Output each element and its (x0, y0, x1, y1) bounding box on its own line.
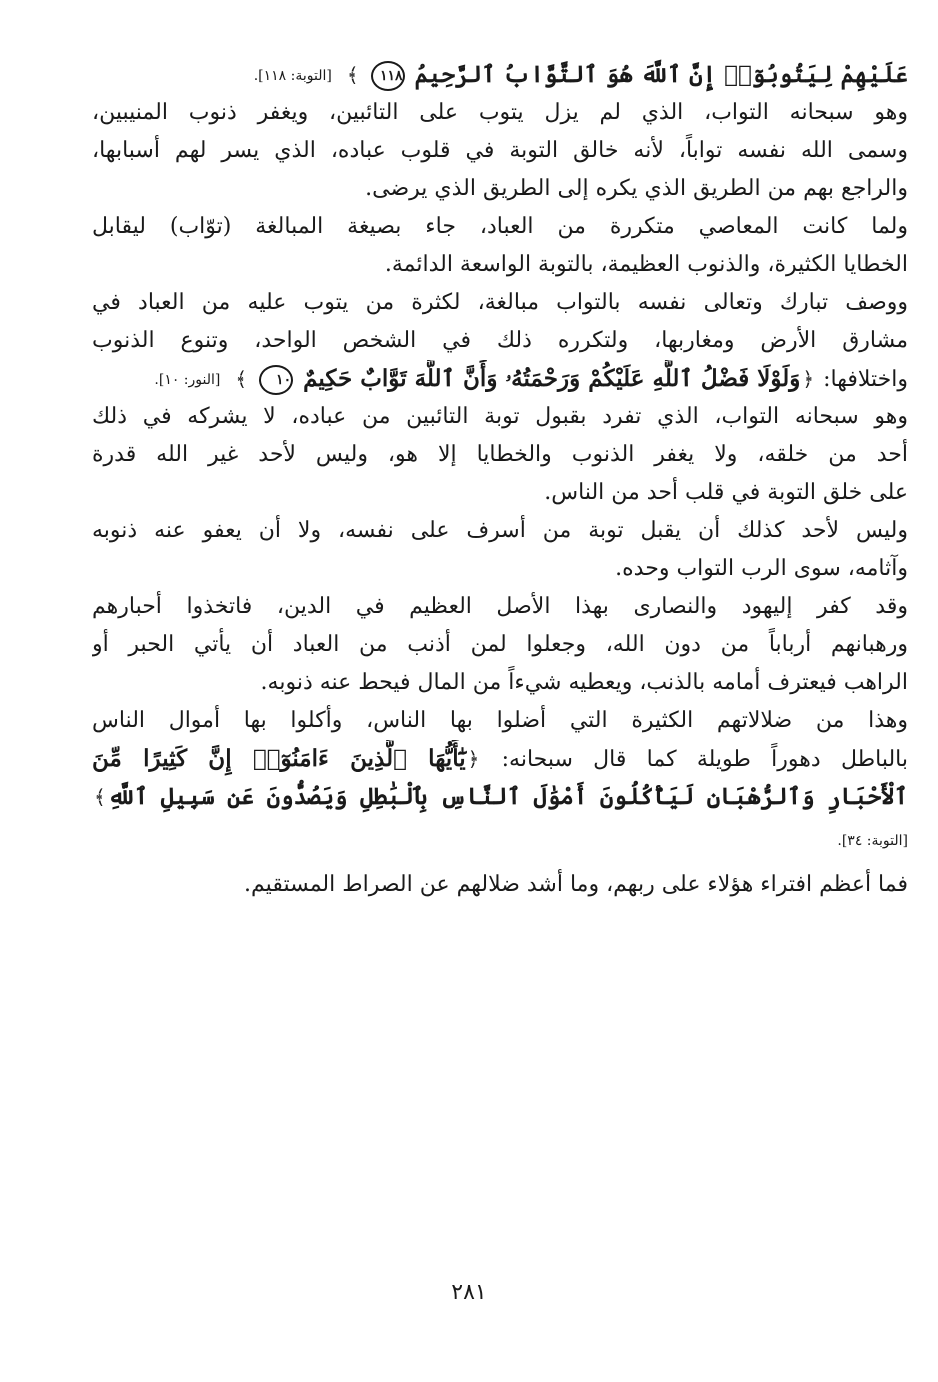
page-number: ٢٨١ (451, 1280, 487, 1305)
paragraph-line: وسمى الله نفسه تواباً، لأنه خالق التوبة في قلوب عباده، الذي يسر لهم أسبابها، (92, 138, 908, 163)
verse-line-nur-10 (92, 360, 908, 398)
ayah-number-badge: ١١٨ (371, 61, 405, 91)
paragraph-line: وقد كفر إليهود والنصارى بهذا الأصل العظيم في الدين، فاتخذوا أحبارهم (92, 594, 908, 619)
paragraph-line: فما أعظم افتراء هؤلاء على ربهم، وما أشد ضلالهم عن الصراط المستقيم. (244, 872, 908, 897)
paragraph-line: ووصف تبارك وتعالى نفسه بالتواب مبالغة، لكثرة من يتوب عليه من العباد في (92, 290, 908, 315)
verse-line-tawbah-34-end (92, 778, 908, 816)
paragraph-line: وهو سبحانه التواب، الذي لم يزل يتوب على التائبين، ويغفر ذنوب المنيبين، (92, 100, 908, 125)
paragraph-line: ورهبانهم أرباباً من دون الله، وجعلوا لمن أذنب من العباد أن يأتي الحبر أو (92, 632, 908, 657)
paragraph-line: وهذا من ضلالاتهم الكثيرة التي أضلوا بها الناس، وأكلوا بها أموال الناس (92, 708, 908, 733)
paragraph-line: الراهب فيعترف أمامه بالذنب، ويعطيه شيءاً من المال فيحط عنه ذنوبه. (260, 670, 908, 695)
page-body (92, 56, 908, 904)
quran-verse: يَٰٓأَيُّهَا ٱلَّذِينَ ءَامَنُوٓا۟ إِنَّ كَثِيرًا مِّنَ (92, 745, 466, 772)
verse-lead-text: بالباطل دهوراً طويلة كما قال سبحانه: (501, 747, 908, 772)
paragraph-line: أحد من خلقه، ولا يغفر الذنوب والخطايا إلا هو، وليس لأحد غير الله قدرة (92, 442, 908, 467)
paragraph-line: وهو سبحانه التواب، الذي تفرد بقبول توبة التائبين من عباده، لا يشركه في ذلك (92, 404, 908, 429)
quran-open-ornament: ﴿ (467, 747, 480, 771)
verse-line-tawbah-34-start (92, 740, 908, 778)
verse-lead-text: واختلافها: (823, 367, 908, 392)
quran-verse: عَلَيْهِمْ لِيَتُوبُوٓا۟ إِنَّ ٱللَّهَ هُوَ ٱلتَّوَّابُ ٱلرَّحِيمُ (414, 61, 908, 88)
paragraph-line: والراجع بهم من الطريق الذي يكره إلى الطريق الذي يرضى. (365, 176, 908, 201)
verse-line-tawbah-118 (92, 56, 908, 94)
verse-reference: [النور: ١٠]. (154, 372, 221, 388)
quran-close-ornament: ﴾ (94, 785, 106, 809)
paragraph-line: وليس لأحد كذلك أن يقبل توبة من أسرف على نفسه، ولا أن يعفو عنه ذنوبه (92, 518, 908, 543)
quran-verse: وَلَوْلَا فَضْلُ ٱللَّهِ عَلَيْكُمْ وَرَحْمَتُهُۥ وَأَنَّ ٱللَّهَ تَوَّابٌ حَكِيمٌ (303, 365, 801, 392)
paragraph-line: الخطايا الكثيرة، والذنوب العظيمة، بالتوبة الواسعة الدائمة. (384, 252, 908, 277)
quran-close-ornament: ﴾ (346, 63, 359, 87)
quran-verse: ٱلْأَحْبَارِ وَٱلرُّهْبَانِ لَيَأْكُلُونَ أَمْوَٰلَ ٱلنَّاسِ بِٱلْبَٰطِلِ وَيَصُدُّونَ عَن سَبِيلِ ٱللَّهِ (107, 783, 908, 810)
quran-close-ornament: ﴾ (235, 367, 248, 391)
paragraph-line: وآثامه، سوى الرب التواب وحده. (615, 556, 908, 581)
paragraph-line: ولما كانت المعاصي متكررة من العباد، جاء بصيغة المبالغة (توّاب) ليقابل (92, 214, 908, 239)
quran-open-ornament: ﴿ (802, 367, 815, 391)
ayah-number-badge: ١٠ (259, 365, 293, 395)
paragraph-line: على خلق التوبة في قلب أحد من الناس. (544, 480, 908, 505)
verse-reference: [التوبة: ١١٨]. (253, 68, 332, 84)
verse-reference: [التوبة: ٣٤]. (837, 833, 908, 849)
paragraph-line: مشارق الأرض ومغاربها، ولتكرره ذلك في الشخص الواحد، وتنوع الذنوب (92, 328, 908, 353)
